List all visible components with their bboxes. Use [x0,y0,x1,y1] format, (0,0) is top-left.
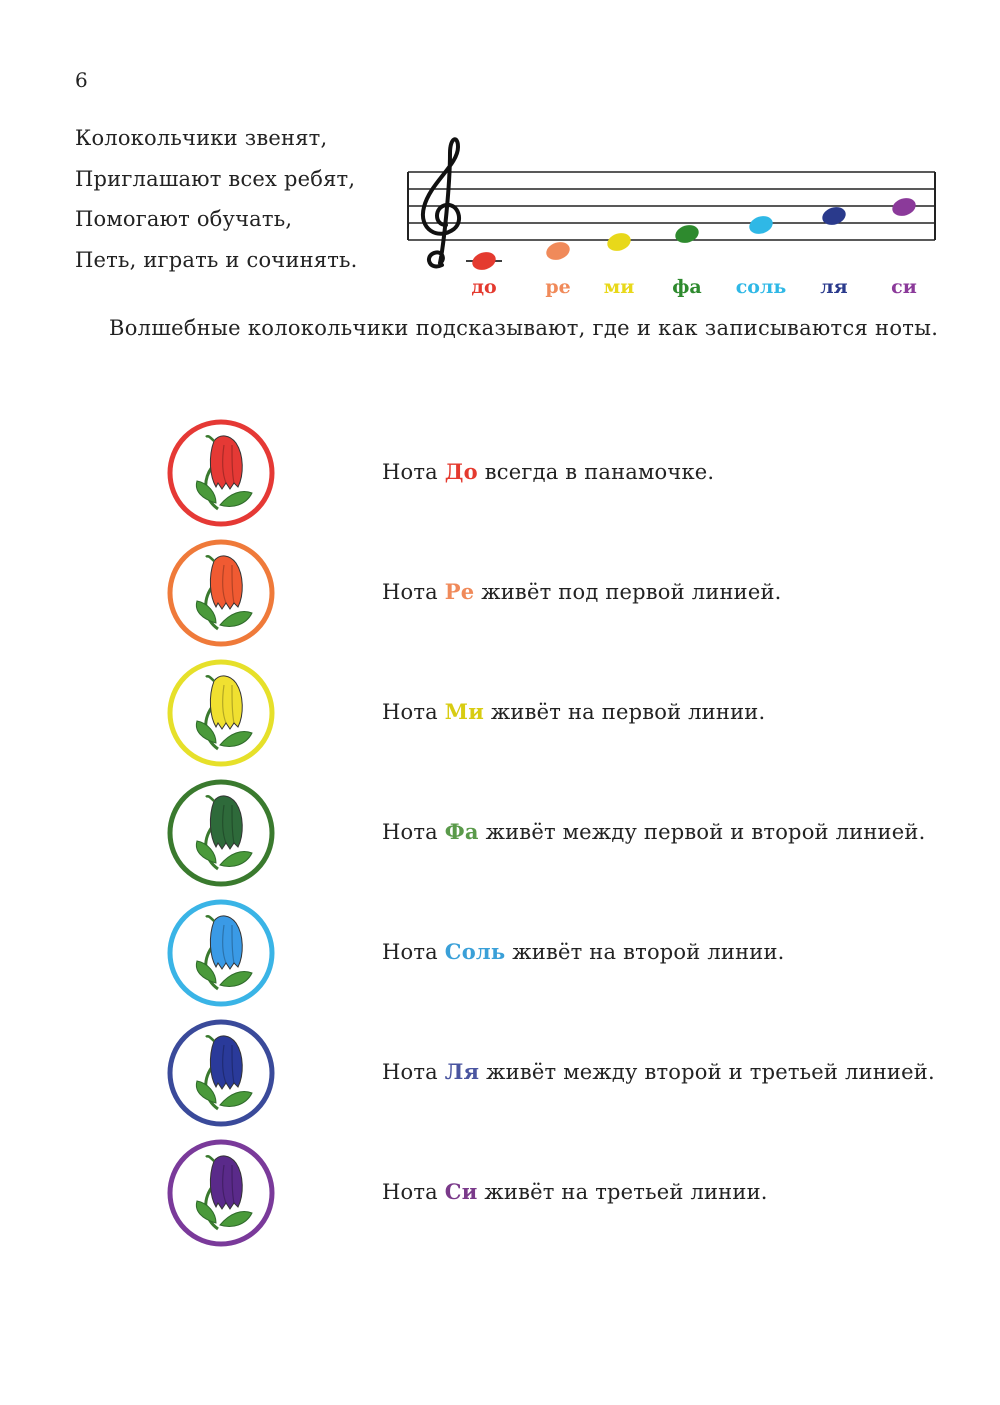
note-description [382,459,714,484]
poem-line: Петь, играть и сочинять. [75,247,358,272]
note-name: Си [444,1179,478,1204]
staff-note-3 [605,230,633,254]
note-name: Ля [444,1059,480,1084]
note-prefix: Нота [382,820,445,844]
staff-note-label: си [891,276,917,298]
note-item [0,1017,1000,1129]
staff-note-label: соль [735,276,787,298]
note-rest: живёт между первой и второй линией. [478,820,926,844]
note-description [382,819,925,844]
note-item [0,777,1000,889]
staff-note-6 [820,204,848,228]
poem-line: Помогают обучать, [75,207,293,231]
note-rest: живёт на первой линии. [484,700,766,724]
bell-flower-icon [164,657,278,769]
music-staff [400,125,945,305]
note-name: Ми [444,699,485,724]
bell-flower-icon [164,537,278,649]
note-prefix: Нота [382,460,445,484]
staff-note-2 [544,239,572,263]
staff-lines [408,172,935,261]
poem-line: Колокольчики звенят, [75,126,328,150]
staff-note-label: до [471,276,497,298]
note-name: Соль [444,939,506,964]
note-prefix: Нота [382,1060,445,1084]
staff-note-label: фа [672,276,702,298]
note-prefix: Нота [382,940,445,964]
note-name: Фа [444,819,479,844]
note-prefix: Нота [382,700,445,724]
staff-note-label: ре [545,276,571,298]
note-description [382,1179,768,1204]
note-description [382,939,785,964]
note-item [0,537,1000,649]
note-rest: живёт под первой линией. [474,580,782,604]
intro-paragraph: Волшебные колокольчики подсказывают, где и как записываются ноты. [109,316,939,340]
poem [75,118,358,280]
note-item [0,1137,1000,1249]
staff-note-label: ля [820,276,848,298]
treble-clef-icon [423,139,459,266]
note-description [382,1059,935,1084]
staff-note-4 [673,222,701,246]
note-item [0,897,1000,1009]
staff-note-label: ми [603,276,635,298]
note-rest: живёт между второй и третьей линией. [479,1060,935,1084]
note-prefix: Нота [382,580,445,604]
page-number: 6 [75,68,88,92]
note-item [0,417,1000,529]
note-description [382,579,782,604]
note-rest: всегда в панамочке. [477,460,715,484]
note-rest: живёт на третьей линии. [477,1180,768,1204]
bell-flower-icon [164,1137,278,1249]
staff-note-5 [747,213,775,237]
bell-flower-icon [164,417,278,529]
staff-note-1 [470,249,498,273]
note-rest: живёт на второй линии. [505,940,785,964]
bell-flower-icon [164,777,278,889]
note-name: До [444,459,478,484]
note-description [382,699,765,724]
note-prefix: Нота [382,1180,445,1204]
note-item [0,657,1000,769]
staff-note-7 [890,195,918,219]
bell-flower-icon [164,897,278,1009]
bell-flower-icon [164,1017,278,1129]
note-name: Ре [444,579,475,604]
poem-line: Приглашают всех ребят, [75,166,356,191]
